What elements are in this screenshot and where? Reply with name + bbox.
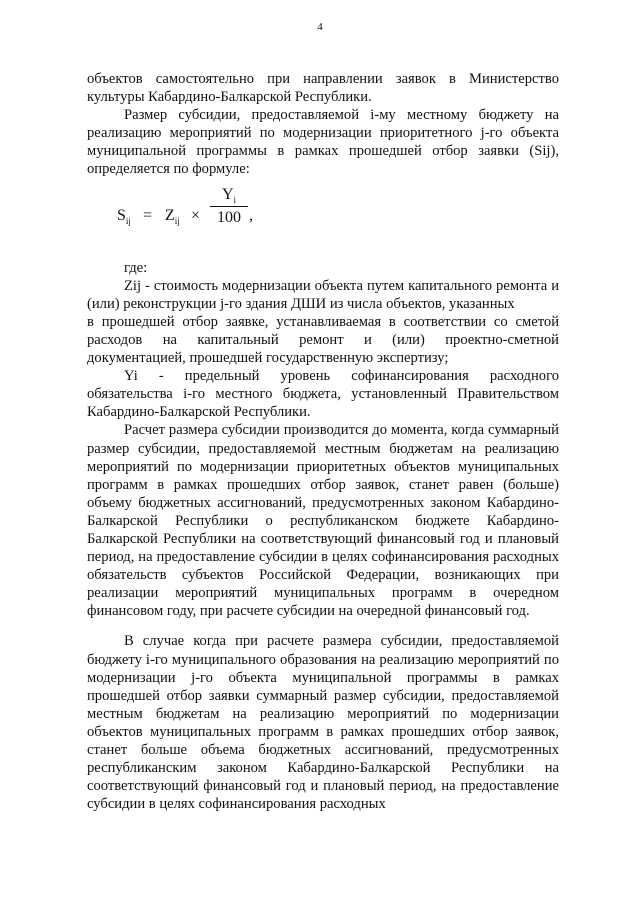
- where-label: где:: [124, 259, 148, 276]
- definition-zij-continued: в прошедшей отбор заявке, устанавливаемая в соответствии со сметой расходов на капитальный ремонт и (или) проектно-сметной документацией, прошедшей государственную экспертизу;: [87, 313, 559, 367]
- formula: [87, 179, 559, 249]
- paragraph-case: В случае когда при расчете размера субсидии, предоставляемой бюджету i-го муниципального образования на реализацию мероприятий по модернизации j-го объекта муниципальной программы в рамках прошедшей отбор заявки суммарный размер субсидии, предоставляемой местным бюджетам на реализацию мероприятий по модернизации объектов муниципальных программ в рамках прошедших отбор заявок, станет больше объема бюджетных ассигнований, предусмотренных республиканским законом Кабардино-Балкарской Республики на соответствующий финансовый год и плановый период, на предоставление субсидии в целях софинансирования расходных: [87, 633, 559, 813]
- formula-fraction: [210, 184, 248, 229]
- formula-s: $S_{ij}$: [117, 206, 131, 226]
- page-number: 4: [317, 21, 323, 33]
- formula-comma: ,: [249, 206, 253, 224]
- paragraph-subsidy-size: Размер субсидии, предоставляемой i-му местному бюджету на реализацию мероприятий по модернизации приоритетного j-го объекта муниципальной программы в рамках прошедшей отбор заявки (Sij), определяется по формуле:: [87, 107, 559, 178]
- definition-yi: Yi - предельный уровень софинансирования расходного обязательства i-го местного бюджета, установленный Правительством Кабардино-Балкарской Республики.: [87, 368, 559, 421]
- formula-z: $Z_{ij}$: [165, 206, 180, 226]
- formula-denominator: 100: [217, 208, 241, 226]
- document-body: [87, 70, 559, 813]
- formula-equals: =: [143, 206, 153, 224]
- formula-times: ×: [191, 206, 201, 224]
- formula-numerator: $Y_i$: [210, 184, 248, 207]
- definition-zij: Zij - стоимость модернизации объекта путем капитального ремонта и (или) реконструкции j-го здания ДШИ из числа объектов, указанных: [87, 277, 559, 312]
- paragraph-calculation: Расчет размера субсидии производится до момента, когда суммарный размер субсидии, предоставляемой местным бюджетам на реализацию мероприятий по модернизации приоритетных объектов муниципальных программ в рамках прошедших отбор заявок, станет равен (больше) объему бюджетных ассигнований, предусмотренных законом Кабардино-Балкарской Республики о республиканском бюджете Кабардино-Балкарской Республики на соответствующий финансовый год и плановый период, на предоставление субсидии в целях софинансирования расходных обязательств субъектов Российской Федерации, возникающих при реализации мероприятий муниципальных программ в очередном финансовом году, при расчете субсидии на очередной финансовый год.: [87, 422, 559, 620]
- paragraph-intro: объектов самостоятельно при направлении заявок в Министерство культуры Кабардино-Балкарской Республики.: [87, 71, 559, 106]
